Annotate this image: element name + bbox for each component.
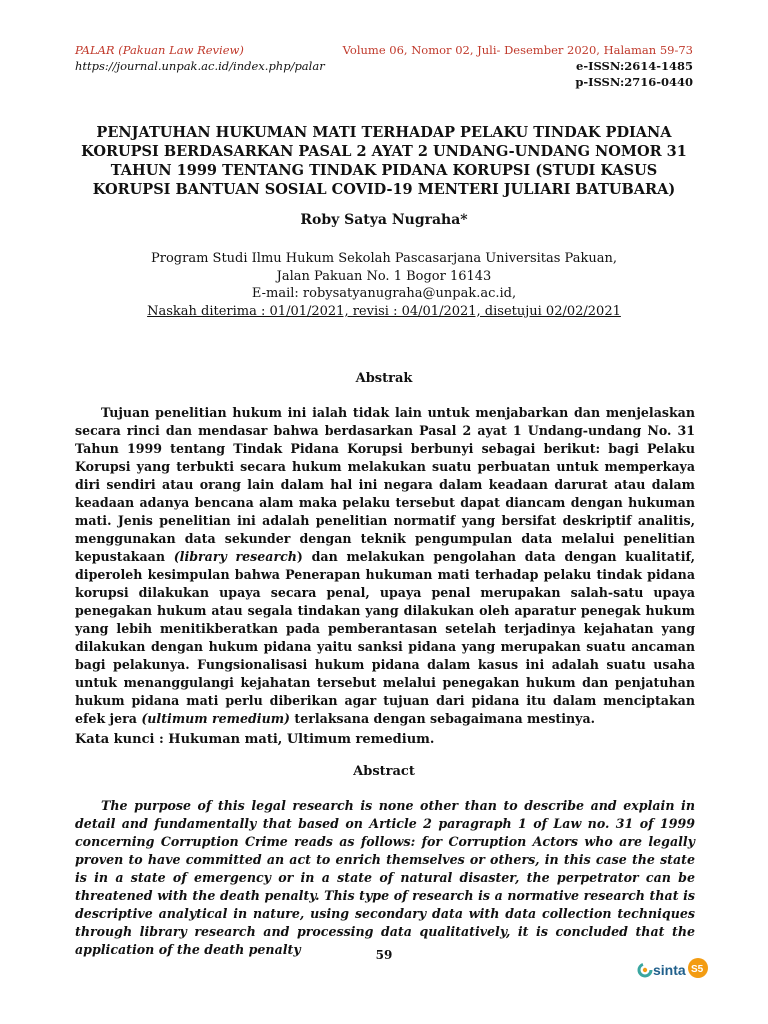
author-name: Roby Satya Nugraha* [300, 212, 468, 228]
header-left [75, 42, 325, 74]
sinta-logo [636, 954, 710, 984]
abstrak-text-2: ) dan melakukan pengolahan data dengan kualitatif, diperoleh kesimpulan bahwa Penerapan hukuman mati terhadap pelaku tindak pidana korupsi dilakukan upaya secara penal, upaya penal merupakan salah-satu upaya penegakan hukum atau segala tindakan yang dilakukan oleh aparatur penegak hukum yang lebih menitikberatkan pada pemberantasan setelah terjadinya kejahatan yang dilakukan dengan hukum pidana yaitu sanksi pidana yang merupakan suatu ancaman bagi pelakunya. Fungsionalisasi hukum pidana dalam kasus ini adalah suatu usaha untuk menanggulangi kejahatan tersebut melalui penegakan hukum dan penjatuhan hukum pidana mati perlu diberikan agar tujuan dari pidana itu dalam menciptakan efek jera [75, 549, 696, 726]
abstract-heading: Abstract [353, 764, 415, 779]
keywords: Kata kunci : Hukuman mati, Ultimum remedium. [75, 732, 435, 747]
paper-title: PENJATUHAN HUKUMAN MATI TERHADAP PELAKU TINDAK PDIANA KORUPSI BERDASARKAN PASAL 2 AYAT 2 UNDANG-UNDANG NOMOR 31 TAHUN 1999 TENTANG TINDAK PIDANA KORUPSI (STUDI KASUS KORUPSI BANTUAN SOSIAL COVID-19 MENTERI JULIARI BATUBARA) [81, 124, 687, 198]
eissn: e-ISSN:2614-1485 [576, 59, 693, 73]
svg-text:S5: S5 [691, 964, 704, 975]
abstrak-body [75, 404, 695, 728]
affiliation [70, 250, 698, 320]
manuscript-dates: Naskah diterima : 01/01/2021, revisi : 04/01/2021, disetujui 02/02/2021 [147, 303, 621, 319]
abstrak-text-3: terlaksana dengan sebagaimana mestinya. [290, 711, 596, 726]
header-right [343, 42, 693, 90]
svg-text:sinta: sinta [653, 962, 686, 978]
abstrak-heading: Abstrak [355, 371, 413, 386]
affiliation-line1: Program Studi Ilmu Hukum Sekolah Pascasarjana Universitas Pakuan, [151, 251, 617, 266]
abstrak-italic-2: (ultimum remedium) [141, 711, 291, 726]
abstrak-text-1: Tujuan penelitian hukum ini ialah tidak lain untuk menjabarkan dan menjelaskan secara rinci dan mendasar bahwa berdasarkan Pasal 2 ayat 1 Undang-undang No. 31 Tahun 1999 tentang Tindak Pidana Korupsi berbunyi sebagai berikut: bagi Pelaku Korupsi yang terbukti secara hukum melakukan suatu perbuatan untuk memperkaya diri sendiri atau orang lain dalam hal ini negara dalam keadaan darurat atau dalam keadaan adanya bencana alam maka pelaku tersebut dapat diancam dengan hukuman mati. Jenis penelitian ini adalah penelitian normatif yang bersifat deskriptif analitis, menggunakan data sekunder dengan teknik pengumpulan data melalui penelitian kepustakaan [75, 405, 695, 564]
abstract-body: The purpose of this legal research is none other than to describe and explain in detail and fundamentally that based on Article 2 paragraph 1 of Law no. 31 of 1999 concerning Corruption Crime reads as follows: for Corruption Actors who are legally proven to have committed an act to enrich themselves or others, in this case the state is in a state of emergency or in a state of natural disaster, the perpetrator can be threatened with the death penalty. This type of research is a normative research that is descriptive analytical in nature, using secondary data with data collection techniques through library research and processing data qualitatively, it is concluded that the application of the death penalty [75, 798, 695, 957]
journal-name: PALAR (Pakuan Law Review) [75, 43, 244, 57]
volume-info: Volume 06, Nomor 02, Juli- Desember 2020, Halaman 59-73 [342, 43, 693, 57]
page-number: 59 [375, 948, 393, 962]
affiliation-line2: Jalan Pakuan No. 1 Bogor 16143 [276, 268, 492, 284]
journal-url[interactable]: https://journal.unpak.ac.id/index.php/palar [75, 59, 325, 73]
author-email[interactable]: E-mail: robysatyanugraha@unpak.ac.id, [251, 286, 517, 301]
abstrak-italic-1: (library research [173, 549, 297, 564]
pissn: p-ISSN:2716-0440 [575, 75, 693, 89]
